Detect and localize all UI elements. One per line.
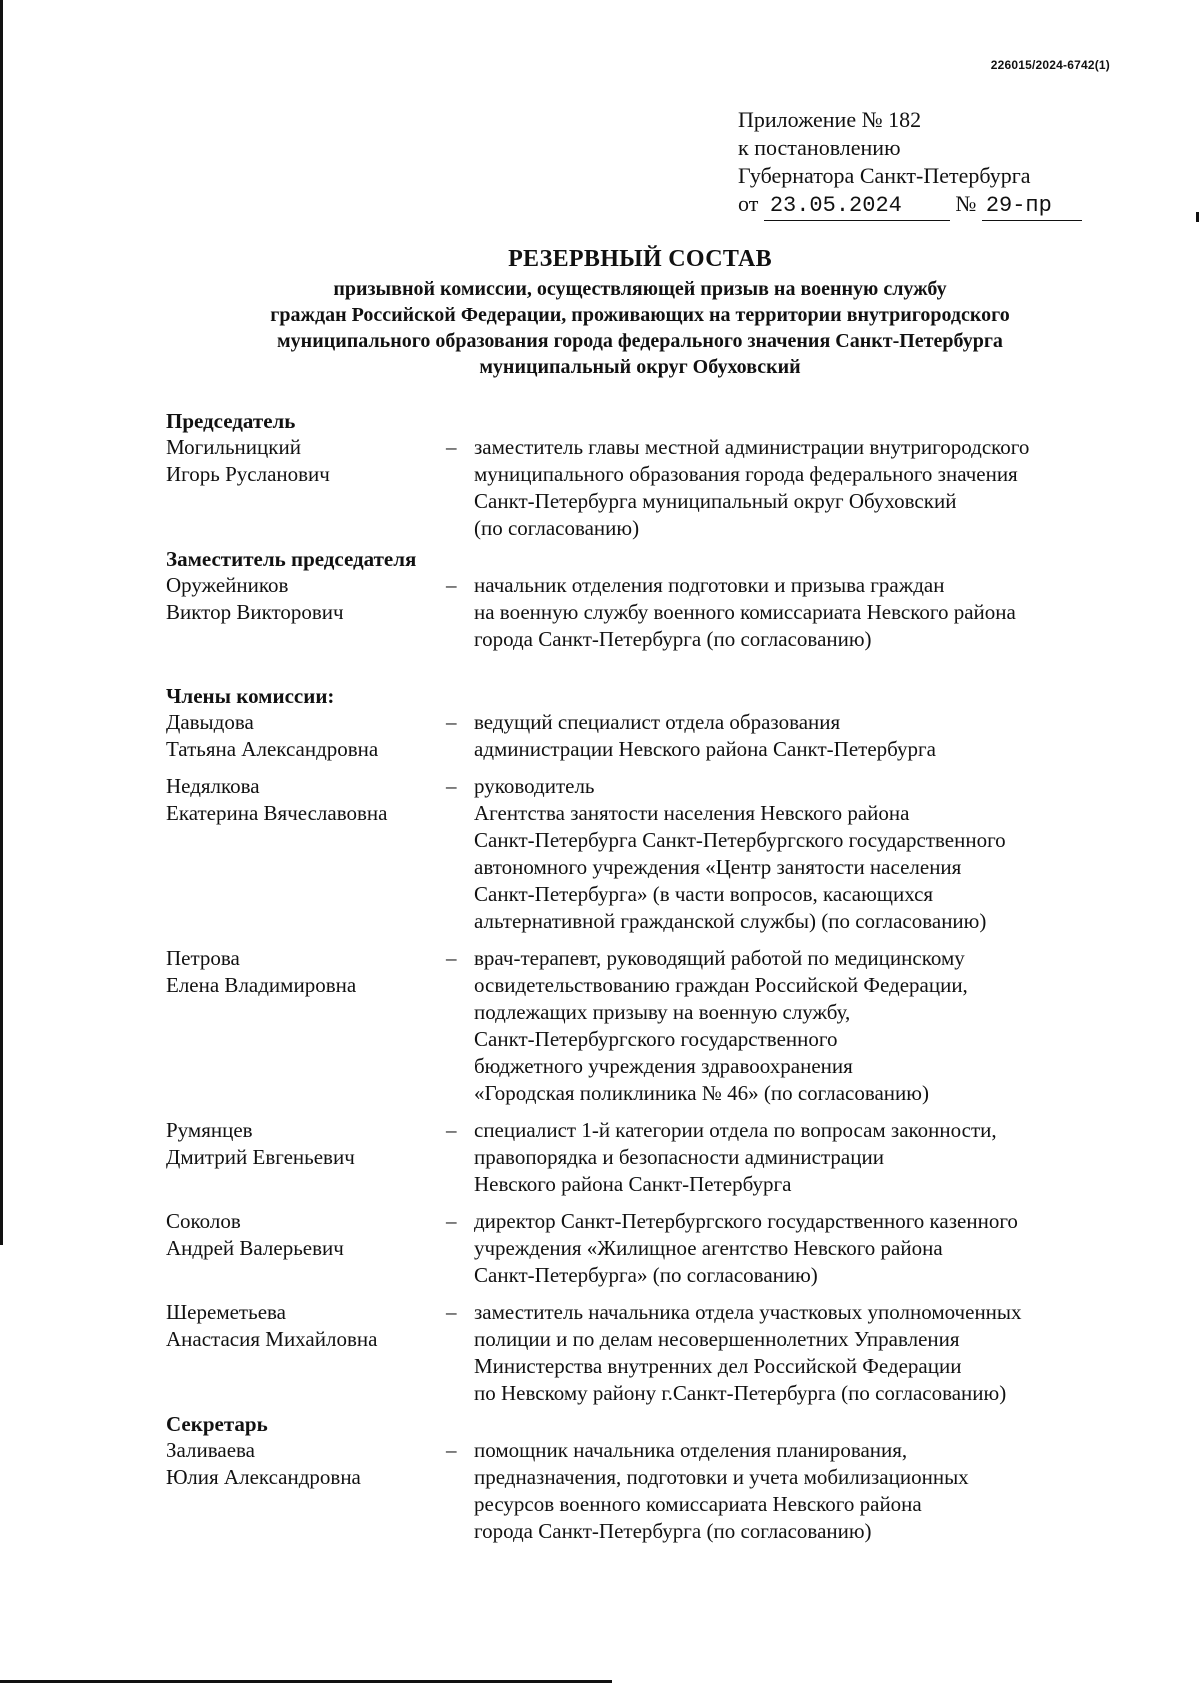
member-given-names: Дмитрий Евгеньевич bbox=[166, 1145, 355, 1169]
title-block bbox=[120, 244, 1160, 380]
position-line: по Невскому району г.Санкт-Петербурга (по согласованию) bbox=[474, 1381, 1007, 1405]
position-line: руководитель bbox=[474, 774, 595, 798]
appendix-line: Приложение № 182 bbox=[738, 107, 922, 132]
scan-edge-left bbox=[0, 0, 3, 1245]
position-line: учреждения «Жилищное агентство Невского района bbox=[474, 1236, 943, 1260]
member-surname: Петрова bbox=[166, 946, 240, 970]
position-line: бюджетного учреждения здравоохранения bbox=[474, 1054, 853, 1078]
member-position bbox=[474, 773, 1166, 935]
member-name bbox=[166, 773, 446, 935]
section-header-secretary: Секретарь bbox=[166, 1412, 268, 1436]
member-entry bbox=[166, 434, 1166, 542]
member-entry bbox=[166, 1299, 1166, 1407]
position-line: предназначения, подготовки и учета мобилизационных bbox=[474, 1465, 969, 1489]
member-position bbox=[474, 572, 1166, 653]
member-entry bbox=[166, 1437, 1166, 1545]
position-line: Невского района Санкт-Петербурга bbox=[474, 1172, 792, 1196]
position-line: Агентства занятости населения Невского района bbox=[474, 801, 910, 825]
section-header-members: Члены комиссии: bbox=[166, 684, 335, 708]
position-line: (по согласованию) bbox=[474, 516, 640, 540]
subtitle-line: призывной комиссии, осуществляющей призыв на военную службу bbox=[333, 278, 947, 300]
position-line: директор Санкт-Петербургского государственного казенного bbox=[474, 1209, 1018, 1233]
member-name bbox=[166, 945, 446, 1107]
member-position bbox=[474, 945, 1166, 1107]
member-entry bbox=[166, 572, 1166, 653]
member-name bbox=[166, 1437, 446, 1545]
member-entry bbox=[166, 945, 1166, 1107]
member-position bbox=[474, 434, 1166, 542]
position-line: ресурсов военного комиссариата Невского района bbox=[474, 1492, 922, 1516]
position-line: начальник отделения подготовки и призыва граждан bbox=[474, 573, 945, 597]
scan-edge-bottom bbox=[0, 1680, 612, 1683]
member-given-names: Анастасия Михайловна bbox=[166, 1327, 378, 1351]
member-position bbox=[474, 1208, 1166, 1289]
member-given-names: Игорь Русланович bbox=[166, 462, 330, 486]
document-id: 226015/2024-6742(1) bbox=[990, 58, 1110, 72]
dash: – bbox=[446, 710, 457, 734]
position-line: Санкт-Петербурга» (в части вопросов, касающихся bbox=[474, 882, 934, 906]
member-surname: Давыдова bbox=[166, 710, 254, 734]
member-name bbox=[166, 434, 446, 542]
dash: – bbox=[446, 573, 457, 597]
position-line: Санкт-Петербургского государственного bbox=[474, 1027, 838, 1051]
member-name bbox=[166, 1299, 446, 1407]
member-given-names: Андрей Валерьевич bbox=[166, 1236, 344, 1260]
position-line: на военную службу военного комиссариата Невского района bbox=[474, 600, 1016, 624]
member-surname: Оружейников bbox=[166, 573, 289, 597]
dash: – bbox=[446, 435, 457, 459]
position-line: Санкт-Петербурга» (по согласованию) bbox=[474, 1263, 818, 1287]
position-line: заместитель главы местной администрации внутригородского bbox=[474, 435, 1030, 459]
position-line: помощник начальника отделения планирования, bbox=[474, 1438, 908, 1462]
position-line: города Санкт-Петербурга (по согласованию) bbox=[474, 1519, 872, 1543]
member-given-names: Елена Владимировна bbox=[166, 973, 357, 997]
position-line: подлежащих призыву на военную службу, bbox=[474, 1000, 851, 1024]
position-line: администрации Невского района Санкт-Петербурга bbox=[474, 737, 936, 761]
member-name bbox=[166, 572, 446, 653]
position-line: заместитель начальника отдела участковых уполномоченных bbox=[474, 1300, 1022, 1324]
member-entry bbox=[166, 773, 1166, 935]
dash: – bbox=[446, 1118, 457, 1142]
member-surname: Заливаева bbox=[166, 1438, 255, 1462]
member-position bbox=[474, 1437, 1166, 1545]
from-label: от bbox=[738, 191, 759, 216]
member-position bbox=[474, 1117, 1166, 1198]
dash: – bbox=[446, 946, 457, 970]
subtitle-line: граждан Российской Федерации, проживающих на территории внутригородского bbox=[270, 304, 1010, 326]
member-given-names: Виктор Викторович bbox=[166, 600, 344, 624]
member-position bbox=[474, 1299, 1166, 1407]
appendix-line: к постановлению bbox=[738, 135, 901, 160]
member-entry bbox=[166, 1117, 1166, 1198]
position-line: врач-терапевт, руководящий работой по медицинскому bbox=[474, 946, 965, 970]
position-line: ведущий специалист отдела образования bbox=[474, 710, 841, 734]
member-given-names: Юлия Александровна bbox=[166, 1465, 361, 1489]
document-title: РЕЗЕРВНЫЙ СОСТАВ bbox=[508, 246, 772, 272]
position-line: Санкт-Петербурга муниципальный округ Обуховский bbox=[474, 489, 957, 513]
position-line: специалист 1-й категории отдела по вопросам законности, bbox=[474, 1118, 997, 1142]
position-line: полиции и по делам несовершеннолетних Управления bbox=[474, 1327, 960, 1351]
member-given-names: Татьяна Александровна bbox=[166, 737, 379, 761]
section-header-deputy: Заместитель председателя bbox=[166, 547, 417, 571]
dash: – bbox=[446, 1438, 457, 1462]
document-subtitle bbox=[120, 276, 1160, 380]
section-header-chair: Председатель bbox=[166, 409, 296, 433]
position-line: освидетельствованию граждан Российской Федерации, bbox=[474, 973, 968, 997]
commission-roster bbox=[166, 408, 1166, 1545]
position-line: «Городская поликлиника № 46» (по согласованию) bbox=[474, 1081, 929, 1105]
subtitle-line: муниципального образования города федерального значения Санкт-Петербурга bbox=[277, 330, 1003, 352]
position-line: города Санкт-Петербурга (по согласованию) bbox=[474, 627, 872, 651]
dash: – bbox=[446, 1209, 457, 1233]
decree-date: 23.05.2024 bbox=[764, 192, 950, 221]
number-label: № bbox=[955, 191, 977, 216]
member-name bbox=[166, 709, 446, 763]
member-name bbox=[166, 1117, 446, 1198]
dash: – bbox=[446, 1300, 457, 1324]
member-given-names: Екатерина Вячеславовна bbox=[166, 801, 388, 825]
position-line: альтернативной гражданской службы) (по согласованию) bbox=[474, 909, 987, 933]
member-name bbox=[166, 1208, 446, 1289]
position-line: Санкт-Петербурга Санкт-Петербургского государственного bbox=[474, 828, 1006, 852]
member-surname: Соколов bbox=[166, 1209, 241, 1233]
scan-mark bbox=[1196, 212, 1199, 222]
member-surname: Недялкова bbox=[166, 774, 260, 798]
member-surname: Румянцев bbox=[166, 1118, 253, 1142]
position-line: муниципального образования города федерального значения bbox=[474, 462, 1018, 486]
appendix-line: Губернатора Санкт-Петербурга bbox=[738, 163, 1031, 188]
decree-number: 29-пр bbox=[982, 192, 1082, 221]
member-surname: Шереметьева bbox=[166, 1300, 286, 1324]
member-entry bbox=[166, 709, 1166, 763]
position-line: правопорядка и безопасности администрации bbox=[474, 1145, 884, 1169]
member-position bbox=[474, 709, 1166, 763]
appendix-date-line bbox=[738, 190, 1082, 221]
dash: – bbox=[446, 774, 457, 798]
appendix-block bbox=[738, 106, 1082, 221]
member-entry bbox=[166, 1208, 1166, 1289]
member-surname: Могильницкий bbox=[166, 435, 301, 459]
subtitle-line: муниципальный округ Обуховский bbox=[479, 356, 801, 378]
position-line: Министерства внутренних дел Российской Федерации bbox=[474, 1354, 962, 1378]
position-line: автономного учреждения «Центр занятости населения bbox=[474, 855, 962, 879]
